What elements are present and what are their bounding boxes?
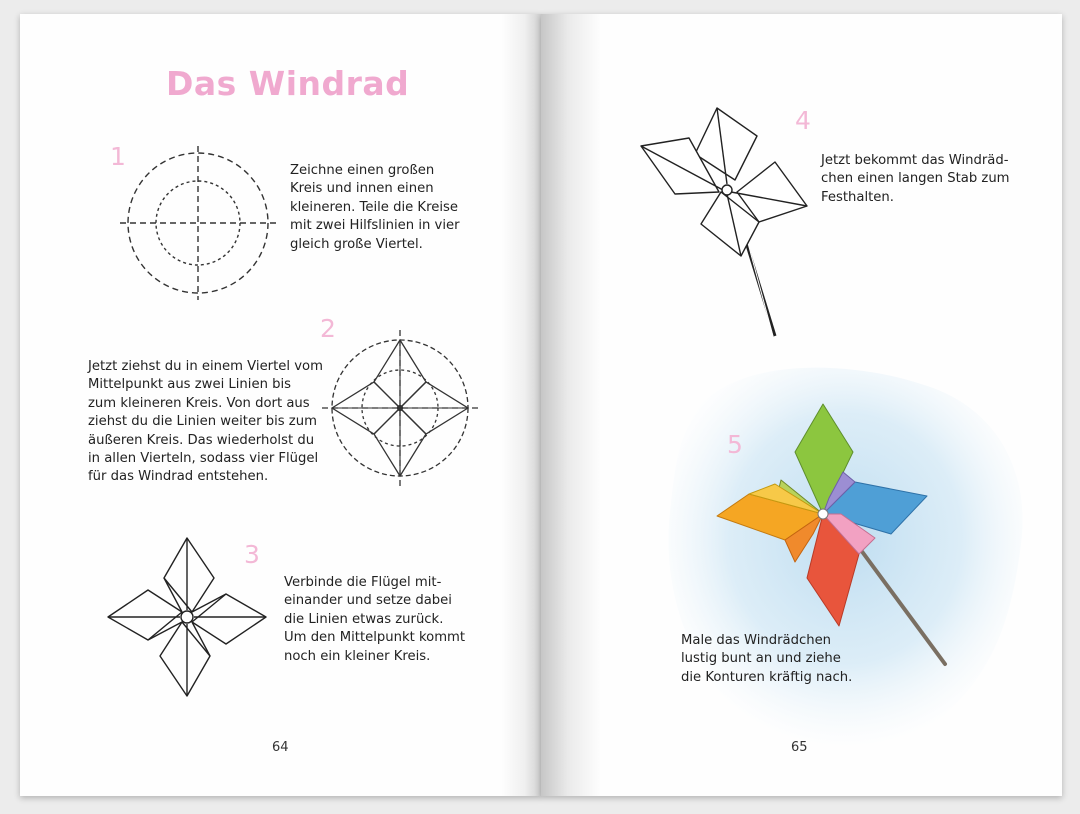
wing-construction-diagram-icon (322, 330, 482, 490)
left-page (20, 14, 541, 796)
dashed-circles-diagram-icon (118, 148, 278, 298)
step-number-2: 2 (320, 314, 336, 343)
open-book (20, 14, 1062, 796)
step-5-text: Male das Windrädchen lustig bunt an und ziehe die Konturen kräftig nach. (681, 633, 853, 685)
step-2-text: Jetzt ziehst du in einem Viertel vom Mittelpunkt aus zwei Linien bis zum kleineren Kreis. Von dort aus ziehst du die Linien weiter bis zum äußeren Kreis. Das wiederholst du in allen Vierteln, sodass vier Flügel für das Windrad entstehen. (88, 359, 323, 485)
step-3-text: Verbinde die Flügel mit- einander und setze dabei die Linien etwas zurück. Um den Mittelpunkt kommt noch ein kleiner Kreis. (284, 575, 466, 664)
step-1-text: Zeichne einen großen Kreis und innen einen kleineren. Teile die Kreise mit zwei Hilfslinien in vier gleich große Viertel. (290, 163, 460, 252)
outlined-pinwheel-icon (106, 536, 268, 698)
page-title: Das Windrad (166, 64, 410, 103)
page-number-right: 65 (791, 740, 808, 755)
pinwheel-with-stick-icon (639, 106, 819, 346)
gutter-shadow (501, 14, 541, 796)
gutter-shadow (541, 14, 601, 796)
step-4-text: Jetzt bekommt das Windräd- chen einen langen Stab zum Festhalten. (821, 153, 1010, 205)
step-number-5: 5 (727, 430, 743, 459)
page-number-left: 64 (272, 740, 289, 755)
step-number-1: 1 (110, 142, 126, 171)
step-number-4: 4 (795, 106, 811, 135)
right-page (541, 14, 1062, 796)
step-number-3: 3 (244, 540, 260, 569)
